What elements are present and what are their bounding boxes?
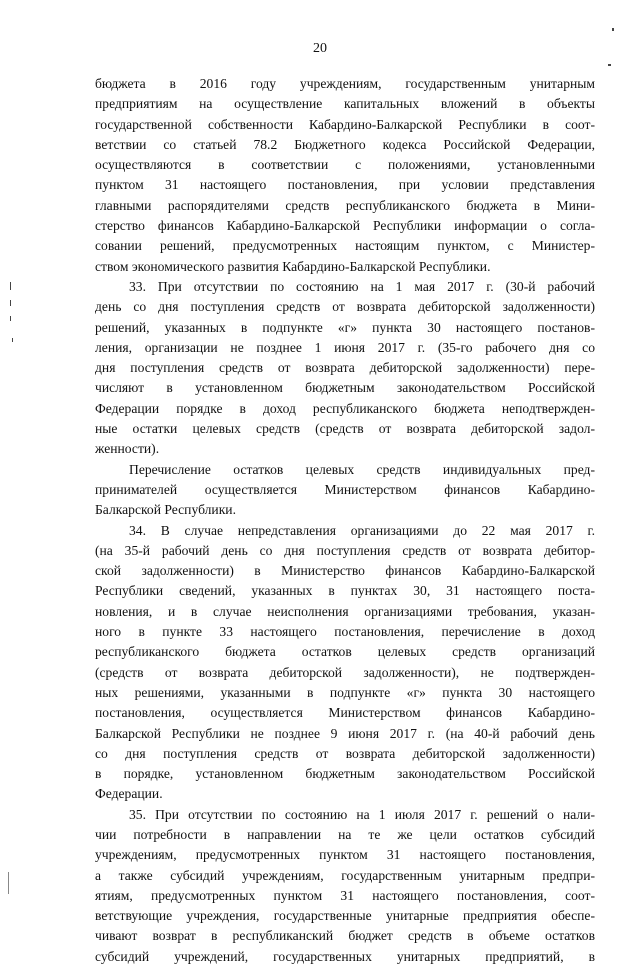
text-line: предприятиям на осуществление капитальных вложений в объекты [95, 96, 595, 112]
text-line: ветствующие учреждения, государственные унитарные предприятия обеспе- [95, 908, 595, 924]
text-line: пунктом 31 настоящего постановления, при условии представления [95, 177, 595, 193]
scan-mark-right-top [612, 28, 614, 31]
text-line: ления, организации не позднее 1 июня 2017 г. (35-го рабочего дня со [95, 339, 595, 355]
text-line: Балкарской Республики не позднее 9 июня 2017 г. (на 40-й рабочий день [95, 725, 595, 741]
text-line: Федерации. [95, 786, 163, 802]
scan-mark-left-bottom [8, 872, 9, 894]
text-line: Республики сведений, указанных в пунктах 30, 31 настоящего поста- [95, 583, 595, 599]
text-line: осуществляются в соответствии с положениями, установленными [95, 157, 595, 173]
scan-mark-left-3 [10, 316, 11, 321]
text-line: со дня поступления средств от возврата дебиторской задолженности) [95, 745, 595, 761]
text-line: числяют в установленном бюджетным законодательством Российской [95, 380, 595, 396]
text-line: (на 35-й рабочий день со дня поступления средств от возврата дебитор- [95, 542, 595, 558]
text-line: дня поступления средств от возврата дебиторской задолженности) пере- [95, 360, 595, 376]
text-line: бюджета в 2016 году учреждениям, государственным унитарным [95, 76, 595, 91]
text-line: принимателей осуществляется Министерством финансов Кабардино- [95, 481, 595, 497]
text-line: главными распорядителями средств республиканского бюджета в Мини- [95, 197, 595, 213]
text-line: Федерации порядке в доход республиканского бюджета неподтвержден- [95, 400, 595, 416]
text-line: новления, и в случае неисполнения организациями требования, указан- [95, 603, 595, 619]
text-line: день со дня поступления средств от возврата дебиторской задолженности) [95, 299, 595, 315]
text-line: решений, указанных в подпункте «г» пункта 30 настоящего постанов- [95, 319, 595, 335]
text-line: чивают возврат в республиканский бюджет средств в объеме остатков [95, 928, 595, 944]
text-line: а также субсидий учреждениям, государственным унитарным предпри- [95, 867, 595, 883]
text-line: (средств от возврата дебиторской задолженности), не подтвержден- [95, 664, 595, 680]
text-line: ного в пункте 33 настоящего постановления, перечисление в доход [95, 624, 595, 640]
text-line: чии потребности в направлении на те же цели остатков субсидий [95, 826, 595, 842]
text-line: 34. В случае непредставления организациями до 22 мая 2017 г. [129, 522, 595, 538]
text-line: 35. При отсутствии по состоянию на 1 июля 2017 г. решений о нали- [129, 806, 595, 822]
text-line: постановления, осуществляется Министерством финансов Кабардино- [95, 705, 595, 721]
text-line: совании решений, предусмотренных настоящим пунктом, с Министер- [95, 238, 595, 254]
text-line: женности). [95, 441, 160, 457]
text-line: ятиям, предусмотренных пунктом 31 настоящего постановления, соот- [95, 887, 595, 903]
text-line: ством экономического развития Кабардино-Балкарской Республики. [95, 258, 491, 274]
text-line: субсидий учреждений, государственных унитарных предприятий, в [95, 948, 595, 964]
text-line: учреждениям, предусмотренных пунктом 31 настоящего постановления, [95, 847, 595, 863]
text-line: стерство финансов Кабардино-Балкарской Республики информации о согла- [95, 218, 595, 234]
text-line: ных решениями, указанными в подпункте «г» пункта 30 настоящего [95, 684, 595, 700]
scan-mark-left-1 [10, 282, 11, 290]
text-line: Перечисление остатков целевых средств индивидуальных пред- [129, 461, 595, 477]
scan-mark-right-2 [608, 64, 611, 66]
scan-mark-left-2 [10, 300, 11, 306]
text-line: республиканского бюджета остатков целевых средств организаций [95, 644, 595, 660]
text-line: ветствии со статьей 78.2 Бюджетного кодекса Российской Федерации, [95, 136, 595, 152]
document-body [95, 74, 595, 967]
text-line: ные остатки целевых средств (средств от возврата дебиторской задол- [95, 421, 595, 437]
text-line: 33. При отсутствии по состоянию на 1 мая 2017 г. (30-й рабочий [129, 278, 595, 294]
text-line: Балкарской Республики. [95, 502, 236, 518]
scan-mark-left-4 [12, 338, 13, 342]
page-number: 20 [313, 41, 327, 56]
text-line: ской задолженности) в Министерство финансов Кабардино-Балкарской [95, 563, 595, 579]
text-line: государственной собственности Кабардино-Балкарской Республики в соот- [95, 116, 595, 132]
text-line: в порядке, установленном бюджетным законодательством Российской [95, 766, 595, 782]
